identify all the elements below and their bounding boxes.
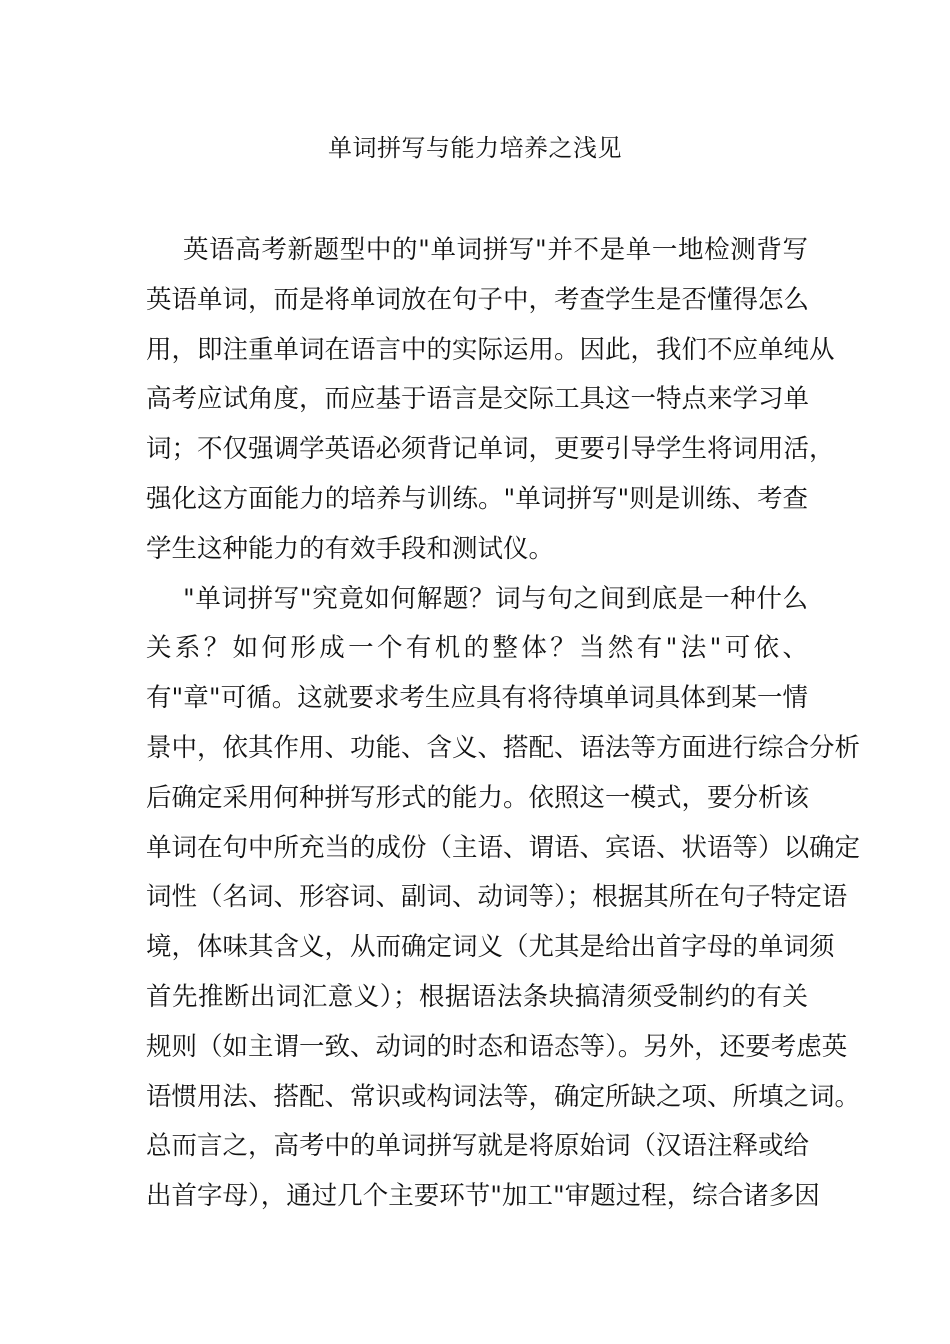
paragraph-2-line-11: 语惯用法、搭配、常识或构词法等，确定所缺之项、所填之词。	[146, 1081, 861, 1112]
paragraph-1-line-5: 词；不仅强调学英语必须背记单词，更要引导学生将词用活，	[146, 434, 835, 465]
paragraph-2-line-5: 后确定采用何种拼写形式的能力。依照这一模式，要分析该	[146, 782, 810, 813]
paragraph-2-line-1: "单词拼写"究竟如何解题？词与句之间到底是一种什么	[183, 583, 808, 614]
document-body	[146, 226, 861, 1222]
paragraph-1-line-6: 强化这方面能力的培养与训练。"单词拼写"则是训练、考查	[146, 483, 808, 514]
paragraph-2-line-3: 有"章"可循。这就要求考生应具有将待填单词具体到某一情	[146, 683, 808, 714]
paragraph-1-line-2: 英语单词，而是将单词放在句子中，考查学生是否懂得怎么	[146, 284, 810, 315]
paragraph-2-line-2: 关系？如何形成一个有机的整体？当然有"法"可依、	[146, 633, 808, 664]
paragraph-2-line-9: 首先推断出词汇意义）；根据语法条块搞清须受制约的有关	[146, 981, 808, 1012]
paragraph-2-line-4: 景中，依其作用、功能、含义、搭配、语法等方面进行综合分析	[146, 732, 861, 763]
paragraph-2-line-10: 规则（如主谓一致、动词的时态和语态等）。另外，还要考虑英	[146, 1031, 848, 1062]
paragraph-2-line-13: 出首字母），通过几个主要环节"加工"审题过程，综合诸多因	[146, 1181, 820, 1212]
paragraph-2-line-12: 总而言之，高考中的单词拼写就是将原始词（汉语注释或给	[146, 1131, 810, 1162]
paragraph-2-line-6: 单词在句中所充当的成份（主语、谓语、宾语、状语等）以确定	[146, 832, 861, 863]
paragraph-1-line-1: 英语高考新题型中的"单词拼写"并不是单一地检测背写	[183, 235, 808, 265]
paragraph-1-line-4: 高考应试角度，而应基于语言是交际工具这一特点来学习单	[146, 384, 810, 415]
paragraph-2-line-7: 词性（名词、形容词、副词、动词等）；根据其所在句子特定语	[146, 882, 848, 913]
paragraph-2-line-8: 境，体味其含义，从而确定词义（尤其是给出首字母的单词须	[146, 932, 835, 963]
paragraph-1-line-7: 学生这种能力的有效手段和测试仪。	[146, 533, 555, 564]
paragraph-1-line-3: 用，即注重单词在语言中的实际运用。因此，我们不应单纯从	[146, 334, 835, 365]
document-title: 单词拼写与能力培养之浅见	[328, 134, 622, 162]
